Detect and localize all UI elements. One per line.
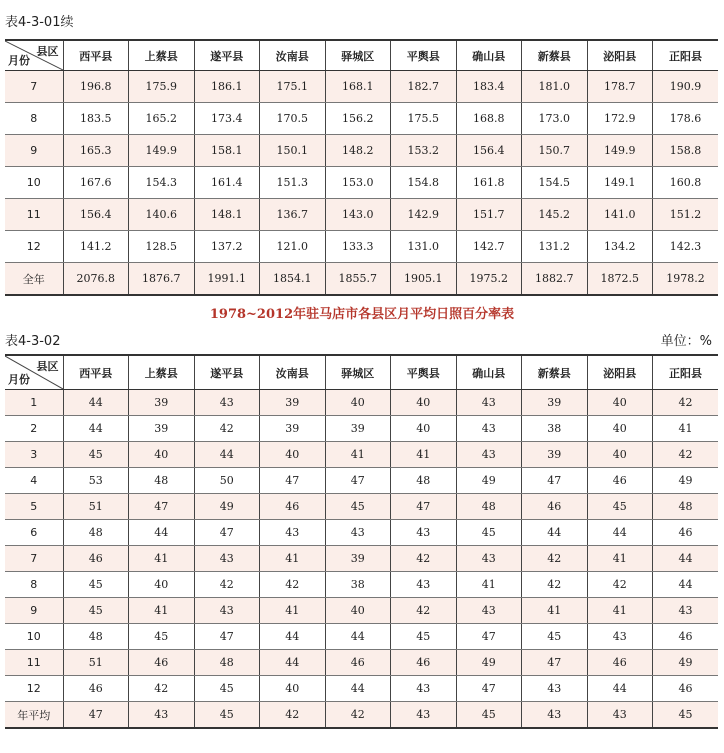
table-cell: 40 (129, 442, 195, 468)
row-label: 1 (5, 390, 63, 416)
row-label: 8 (5, 572, 63, 598)
table-cell: 165.3 (63, 135, 129, 167)
table-cell: 48 (63, 624, 129, 650)
table-cell: 44 (260, 624, 326, 650)
table-row (5, 702, 718, 729)
table-cell: 43 (194, 598, 260, 624)
table-row (5, 71, 718, 103)
table-cell: 153.0 (325, 167, 391, 199)
table-cell: 44 (63, 390, 129, 416)
sunshine-percentage-table (5, 354, 718, 729)
table-cell: 43 (587, 624, 653, 650)
table-cell: 43 (194, 390, 260, 416)
column-header: 平舆县 (391, 40, 457, 71)
table-cell: 44 (63, 416, 129, 442)
table-cell: 168.8 (456, 103, 522, 135)
column-header: 新蔡县 (522, 355, 588, 390)
table-cell: 42 (391, 598, 457, 624)
table-cell: 46 (129, 650, 195, 676)
row-label: 10 (5, 167, 63, 199)
table-cell: 45 (63, 572, 129, 598)
table-cell: 154.8 (391, 167, 457, 199)
table2-title: 1978~2012年驻马店市各县区月平均日照百分率表 (209, 307, 515, 322)
table-cell: 40 (587, 416, 653, 442)
table-cell: 183.4 (456, 71, 522, 103)
table-cell: 42 (260, 702, 326, 729)
table-cell: 154.3 (129, 167, 195, 199)
row-label: 2 (5, 416, 63, 442)
table-cell: 136.7 (260, 199, 326, 231)
row-label: 7 (5, 546, 63, 572)
column-header: 泌阳县 (587, 355, 653, 390)
table-cell: 45 (63, 442, 129, 468)
table-cell: 142.9 (391, 199, 457, 231)
table-cell: 39 (325, 416, 391, 442)
column-header: 驿城区 (325, 355, 391, 390)
table-cell: 44 (587, 520, 653, 546)
column-header: 正阳县 (653, 355, 719, 390)
table-cell: 183.5 (63, 103, 129, 135)
table-cell: 43 (456, 416, 522, 442)
table-cell: 149.9 (129, 135, 195, 167)
table-cell: 46 (587, 468, 653, 494)
table-cell: 178.7 (587, 71, 653, 103)
table-cell: 47 (325, 468, 391, 494)
table-cell: 43 (391, 676, 457, 702)
table-cell: 39 (260, 390, 326, 416)
table-cell: 156.4 (63, 199, 129, 231)
table-cell: 43 (587, 702, 653, 729)
table-row (5, 676, 718, 702)
table-row (5, 442, 718, 468)
column-header: 泌阳县 (587, 40, 653, 71)
table-cell: 131.2 (522, 231, 588, 263)
table-cell: 44 (522, 520, 588, 546)
table-cell: 43 (653, 598, 719, 624)
table-cell: 1978.2 (653, 263, 719, 296)
table-cell: 181.0 (522, 71, 588, 103)
table-row (5, 231, 718, 263)
table-cell: 46 (391, 650, 457, 676)
table-cell: 44 (129, 520, 195, 546)
table-cell: 53 (63, 468, 129, 494)
column-header: 西平县 (63, 40, 129, 71)
table-cell: 44 (653, 546, 719, 572)
table-cell: 49 (456, 650, 522, 676)
table-cell: 43 (391, 520, 457, 546)
table-cell: 160.8 (653, 167, 719, 199)
table-cell: 142.3 (653, 231, 719, 263)
table-cell: 46 (653, 520, 719, 546)
table-cell: 41 (587, 546, 653, 572)
table-cell: 45 (194, 702, 260, 729)
table-cell: 173.0 (522, 103, 588, 135)
table-cell: 46 (653, 624, 719, 650)
table-cell: 44 (194, 442, 260, 468)
table-cell: 42 (194, 572, 260, 598)
table-cell: 41 (129, 598, 195, 624)
table-cell: 1882.7 (522, 263, 588, 296)
table-cell: 43 (522, 702, 588, 729)
table-cell: 151.3 (260, 167, 326, 199)
table-cell: 45 (522, 624, 588, 650)
table-cell: 128.5 (129, 231, 195, 263)
column-header: 西平县 (63, 355, 129, 390)
table-cell: 1872.5 (587, 263, 653, 296)
row-label: 10 (5, 624, 63, 650)
table1-caption: 表4-3-01续 (5, 15, 74, 30)
column-header: 遂平县 (194, 40, 260, 71)
table-row (5, 468, 718, 494)
table-cell: 2076.8 (63, 263, 129, 296)
table-cell: 43 (522, 676, 588, 702)
table-cell: 41 (260, 598, 326, 624)
table-cell: 49 (653, 468, 719, 494)
table-cell: 39 (129, 390, 195, 416)
table-cell: 46 (587, 650, 653, 676)
table-cell: 43 (129, 702, 195, 729)
table-cell: 178.6 (653, 103, 719, 135)
table-cell: 149.1 (587, 167, 653, 199)
column-header: 汝南县 (260, 40, 326, 71)
table-cell: 42 (522, 572, 588, 598)
table-cell: 48 (129, 468, 195, 494)
corner-month-label: 月份 (8, 373, 30, 386)
table-cell: 186.1 (194, 71, 260, 103)
table-cell: 42 (194, 416, 260, 442)
column-header: 正阳县 (653, 40, 719, 71)
row-label: 8 (5, 103, 63, 135)
table-cell: 48 (194, 650, 260, 676)
table-cell: 149.9 (587, 135, 653, 167)
column-header: 确山县 (456, 40, 522, 71)
table-cell: 172.9 (587, 103, 653, 135)
row-label: 5 (5, 494, 63, 520)
table-cell: 41 (653, 416, 719, 442)
table-cell: 40 (260, 442, 326, 468)
table-cell: 153.2 (391, 135, 457, 167)
column-header: 上蔡县 (129, 355, 195, 390)
unit-label: 单位：% (660, 334, 712, 349)
table-cell: 167.6 (63, 167, 129, 199)
table-cell: 42 (129, 676, 195, 702)
table-cell: 47 (456, 676, 522, 702)
table-cell: 39 (522, 442, 588, 468)
table-cell: 41 (325, 442, 391, 468)
table-row (5, 624, 718, 650)
table-cell: 46 (63, 676, 129, 702)
table-row (5, 390, 718, 416)
table-cell: 39 (260, 416, 326, 442)
table-cell: 44 (325, 624, 391, 650)
table-cell: 51 (63, 650, 129, 676)
table-cell: 41 (522, 598, 588, 624)
row-label: 年平均 (5, 702, 63, 729)
table-cell: 45 (587, 494, 653, 520)
table-cell: 156.2 (325, 103, 391, 135)
corner-month-label: 月份 (8, 54, 30, 67)
table-cell: 47 (391, 494, 457, 520)
table-row (5, 167, 718, 199)
header-row (5, 355, 718, 390)
table-row (5, 494, 718, 520)
table-cell: 47 (456, 624, 522, 650)
row-label: 11 (5, 650, 63, 676)
table-cell: 48 (63, 520, 129, 546)
table-cell: 137.2 (194, 231, 260, 263)
table-cell: 154.5 (522, 167, 588, 199)
table-cell: 196.8 (63, 71, 129, 103)
table-cell: 42 (522, 546, 588, 572)
table-cell: 42 (587, 572, 653, 598)
table-cell: 168.1 (325, 71, 391, 103)
table-cell: 43 (456, 442, 522, 468)
column-header: 遂平县 (194, 355, 260, 390)
table-cell: 131.0 (391, 231, 457, 263)
table-cell: 47 (260, 468, 326, 494)
table-cell: 51 (63, 494, 129, 520)
row-label: 9 (5, 598, 63, 624)
table-cell: 49 (653, 650, 719, 676)
table-cell: 46 (653, 676, 719, 702)
table-cell: 43 (260, 520, 326, 546)
table-cell: 151.7 (456, 199, 522, 231)
table-cell: 40 (391, 390, 457, 416)
corner-cell (5, 40, 63, 71)
table-row (5, 520, 718, 546)
table-row (5, 263, 718, 296)
table-cell: 40 (587, 442, 653, 468)
table-cell: 43 (456, 598, 522, 624)
column-header: 驿城区 (325, 40, 391, 71)
table-cell: 190.9 (653, 71, 719, 103)
table-cell: 41 (456, 572, 522, 598)
table-cell: 151.2 (653, 199, 719, 231)
table-cell: 140.6 (129, 199, 195, 231)
table-cell: 1991.1 (194, 263, 260, 296)
table-cell: 46 (63, 546, 129, 572)
table-cell: 43 (325, 520, 391, 546)
table-cell: 47 (63, 702, 129, 729)
table-row (5, 103, 718, 135)
table-cell: 46 (260, 494, 326, 520)
table-cell: 47 (522, 650, 588, 676)
column-header: 新蔡县 (522, 40, 588, 71)
table-cell: 44 (260, 650, 326, 676)
table-cell: 175.1 (260, 71, 326, 103)
table-cell: 121.0 (260, 231, 326, 263)
table-cell: 45 (129, 624, 195, 650)
table-cell: 41 (260, 546, 326, 572)
table-cell: 45 (456, 520, 522, 546)
table-cell: 40 (260, 676, 326, 702)
corner-county-label: 县区 (36, 45, 59, 58)
table-cell: 133.3 (325, 231, 391, 263)
table-cell: 49 (194, 494, 260, 520)
table-cell: 45 (325, 494, 391, 520)
table-cell: 40 (129, 572, 195, 598)
row-label: 9 (5, 135, 63, 167)
table-cell: 41 (129, 546, 195, 572)
table-row (5, 572, 718, 598)
table-cell: 49 (456, 468, 522, 494)
table-cell: 47 (522, 468, 588, 494)
table-cell: 143.0 (325, 199, 391, 231)
table-cell: 150.1 (260, 135, 326, 167)
table-cell: 38 (325, 572, 391, 598)
table-cell: 45 (63, 598, 129, 624)
table-cell: 40 (391, 416, 457, 442)
row-label: 3 (5, 442, 63, 468)
table-cell: 43 (456, 546, 522, 572)
table-cell: 45 (391, 624, 457, 650)
table-cell: 156.4 (456, 135, 522, 167)
table-cell: 43 (456, 390, 522, 416)
row-label: 全年 (5, 263, 63, 296)
table-cell: 42 (325, 702, 391, 729)
table-cell: 39 (129, 416, 195, 442)
table-cell: 40 (325, 390, 391, 416)
table-cell: 38 (522, 416, 588, 442)
table-cell: 42 (391, 546, 457, 572)
table-cell: 45 (653, 702, 719, 729)
table-row (5, 135, 718, 167)
table-cell: 145.2 (522, 199, 588, 231)
table-cell: 158.1 (194, 135, 260, 167)
table-cell: 48 (653, 494, 719, 520)
row-label: 4 (5, 468, 63, 494)
table-cell: 41 (391, 442, 457, 468)
table-cell: 46 (522, 494, 588, 520)
table-row (5, 416, 718, 442)
table-row (5, 650, 718, 676)
header-row (5, 40, 718, 71)
table2-caption: 表4-3-02 (5, 334, 61, 349)
table-cell: 1905.1 (391, 263, 457, 296)
column-header: 汝南县 (260, 355, 326, 390)
table-cell: 47 (129, 494, 195, 520)
table-cell: 134.2 (587, 231, 653, 263)
table-cell: 40 (587, 390, 653, 416)
table-cell: 43 (194, 546, 260, 572)
table-cell: 1854.1 (260, 263, 326, 296)
table-cell: 48 (456, 494, 522, 520)
table-cell: 142.7 (456, 231, 522, 263)
table-row (5, 199, 718, 231)
table-cell: 39 (325, 546, 391, 572)
table-cell: 141.2 (63, 231, 129, 263)
row-label: 11 (5, 199, 63, 231)
table-cell: 165.2 (129, 103, 195, 135)
row-label: 7 (5, 71, 63, 103)
table-cell: 44 (325, 676, 391, 702)
column-header: 确山县 (456, 355, 522, 390)
table-cell: 175.5 (391, 103, 457, 135)
column-header: 上蔡县 (129, 40, 195, 71)
table-cell: 46 (325, 650, 391, 676)
table-cell: 161.8 (456, 167, 522, 199)
corner-county-label: 县区 (36, 360, 59, 373)
table-cell: 1855.7 (325, 263, 391, 296)
table-cell: 42 (653, 390, 719, 416)
table-cell: 148.2 (325, 135, 391, 167)
table-cell: 161.4 (194, 167, 260, 199)
corner-cell (5, 355, 63, 390)
table-cell: 45 (194, 676, 260, 702)
row-label: 12 (5, 231, 63, 263)
table-cell: 42 (260, 572, 326, 598)
table-cell: 44 (587, 676, 653, 702)
table-cell: 182.7 (391, 71, 457, 103)
table-cell: 40 (325, 598, 391, 624)
table-cell: 170.5 (260, 103, 326, 135)
table-cell: 48 (391, 468, 457, 494)
row-label: 6 (5, 520, 63, 546)
table-cell: 43 (391, 702, 457, 729)
row-label: 12 (5, 676, 63, 702)
table-cell: 50 (194, 468, 260, 494)
table-cell: 45 (456, 702, 522, 729)
table-cell: 175.9 (129, 71, 195, 103)
table-cell: 1876.7 (129, 263, 195, 296)
table-row (5, 598, 718, 624)
table-cell: 1975.2 (456, 263, 522, 296)
table-cell: 39 (522, 390, 588, 416)
table-cell: 141.0 (587, 199, 653, 231)
table-cell: 44 (653, 572, 719, 598)
table-cell: 47 (194, 520, 260, 546)
table-cell: 47 (194, 624, 260, 650)
column-header: 平舆县 (391, 355, 457, 390)
table-cell: 41 (587, 598, 653, 624)
table-row (5, 546, 718, 572)
table-cell: 173.4 (194, 103, 260, 135)
table-cell: 43 (391, 572, 457, 598)
table-cell: 148.1 (194, 199, 260, 231)
table-cell: 158.8 (653, 135, 719, 167)
table-cell: 42 (653, 442, 719, 468)
table-cell: 150.7 (522, 135, 588, 167)
sunshine-hours-table (5, 39, 718, 296)
